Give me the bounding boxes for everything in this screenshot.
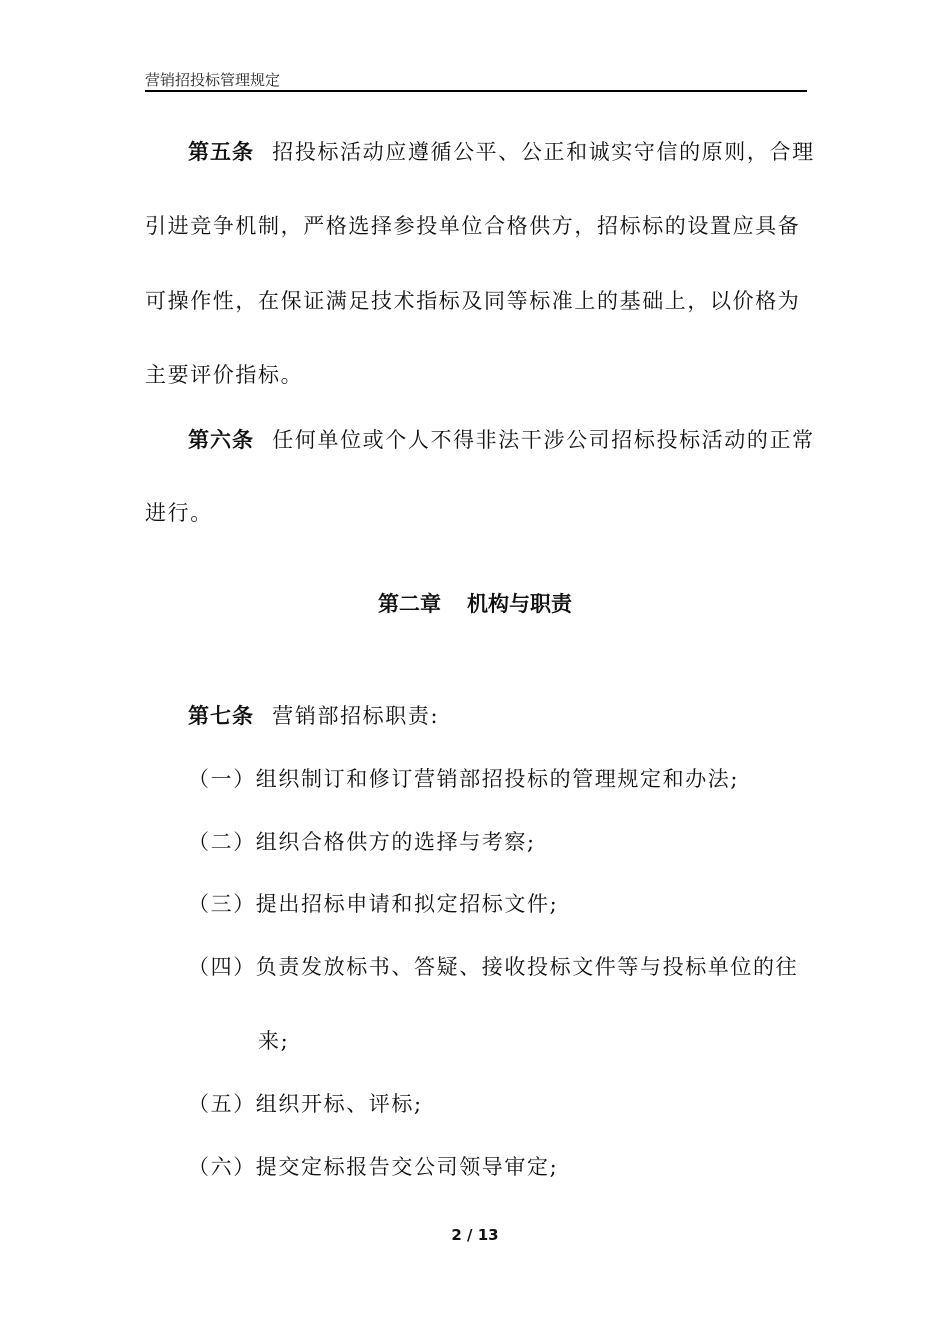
list-item-3: （三）提出招标申请和拟定招标文件;: [188, 892, 559, 916]
list-item-4-cont: 来;: [258, 1029, 290, 1053]
list-item-6: （六）提交定标报告交公司领导审定;: [188, 1155, 559, 1179]
article-7-label: 第七条: [188, 704, 254, 728]
article-7-line-1: [188, 700, 439, 730]
article-5-text-1: 招投标活动应遵循公平、公正和诚实守信的原则，合理: [272, 140, 815, 164]
chapter-title: 机构与职责: [467, 592, 572, 616]
list-item-4: （四）负责发放标书、答疑、接收投标文件等与投标单位的往: [188, 955, 799, 979]
chapter-heading: [0, 588, 950, 618]
page-header: [145, 68, 807, 92]
list-item-5: （五）组织开标、评标;: [188, 1092, 423, 1116]
article-5-line-1: [188, 136, 815, 166]
article-5-line-2: 引进竞争机制，严格选择参投单位合格供方，招标标的设置应具备: [145, 214, 801, 238]
article-7-intro: 营销部招标职责:: [272, 704, 440, 728]
page-number: 2 / 13: [451, 1226, 499, 1244]
chapter-number: 第二章: [378, 592, 441, 616]
list-item-1: （一）组织制订和修订营销部招投标的管理规定和办法;: [188, 767, 740, 791]
article-5-line-3: 可操作性，在保证满足技术指标及同等标准上的基础上，以价格为: [145, 289, 801, 313]
article-6-text-1: 任何单位或个人不得非法干涉公司招标投标活动的正常: [272, 428, 815, 452]
article-5-label: 第五条: [188, 140, 254, 164]
article-6-line-2: 进行。: [145, 501, 213, 525]
article-5-line-4: 主要评价指标。: [145, 363, 304, 387]
list-item-2: （二）组织合格供方的选择与考察;: [188, 830, 536, 854]
article-6-label: 第六条: [188, 428, 254, 452]
article-6-line-1: [188, 424, 815, 454]
header-title: 营销招投标管理规定: [145, 71, 281, 89]
